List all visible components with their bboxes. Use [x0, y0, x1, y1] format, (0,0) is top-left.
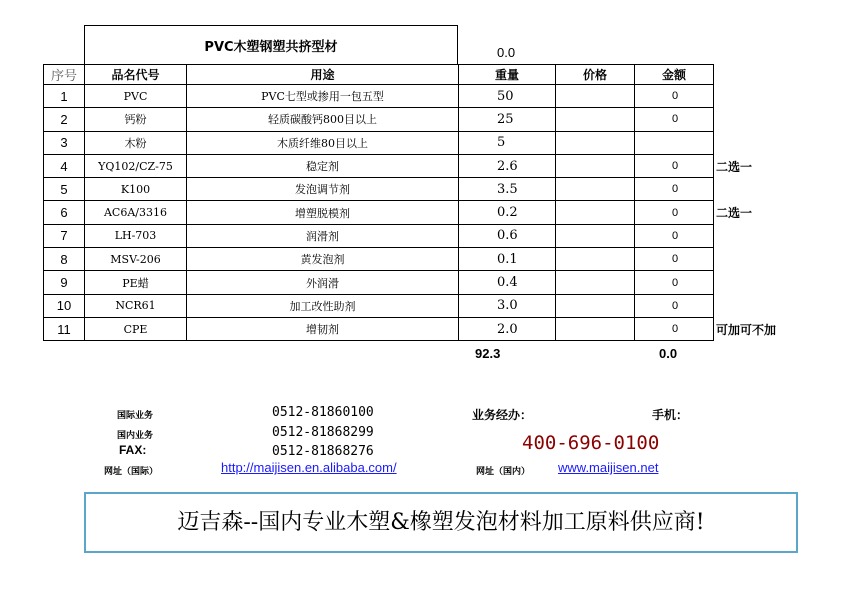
- row-amount: 0: [635, 271, 714, 294]
- row-amount: 0: [635, 154, 714, 177]
- row-use: 发泡调节剂: [187, 178, 459, 201]
- hotline-number: 400-696-0100: [522, 432, 660, 454]
- row-weight: 0.4: [459, 271, 556, 294]
- row-note: [714, 131, 804, 154]
- row-price: [556, 271, 635, 294]
- row-note: 可加可不加: [716, 322, 777, 337]
- row-code: YQ102/CZ-75: [85, 154, 187, 177]
- row-index: 6: [44, 201, 85, 224]
- row-index: 11: [44, 317, 85, 340]
- row-note: [714, 108, 804, 131]
- table-row: [44, 154, 804, 177]
- row-weight: 2.0: [459, 317, 556, 340]
- header-weight: 重量: [459, 65, 556, 85]
- row-price: [556, 108, 635, 131]
- row-index: 9: [44, 271, 85, 294]
- row-price: [556, 294, 635, 317]
- row-note: [714, 294, 804, 317]
- row-amount: 0: [635, 224, 714, 247]
- row-use: 稳定剂: [187, 154, 459, 177]
- intl-phone: 0512-81860100: [272, 405, 374, 420]
- mobile-label: 手机：: [652, 408, 689, 422]
- header-index: 序号: [44, 65, 85, 85]
- header-price: 价格: [556, 65, 635, 85]
- row-use: 轻质碳酸钙800目以上: [187, 108, 459, 131]
- row-index: 7: [44, 224, 85, 247]
- row-note: [714, 178, 804, 201]
- row-index: 4: [44, 154, 85, 177]
- domestic-phone: 0512-81868299: [272, 425, 374, 440]
- row-weight: 3.5: [459, 178, 556, 201]
- row-weight: 5: [459, 131, 556, 154]
- row-code: LH-703: [85, 224, 187, 247]
- table-row: [44, 85, 804, 108]
- row-amount: 0: [635, 85, 714, 108]
- row-use: 润滑剂: [187, 224, 459, 247]
- row-code: 钙粉: [85, 108, 187, 131]
- row-amount: 0: [635, 178, 714, 201]
- row-use: 增韧剂: [187, 317, 459, 340]
- row-weight: 2.6: [459, 154, 556, 177]
- row-code: NCR61: [85, 294, 187, 317]
- row-index: 3: [44, 131, 85, 154]
- table-row: [44, 248, 804, 271]
- header-code: 品名代号: [85, 65, 187, 85]
- sheet-title: PVC木塑钢塑共挤型材: [204, 40, 338, 55]
- row-price: [556, 154, 635, 177]
- row-weight: 25: [459, 108, 556, 131]
- row-use: 外润滑: [187, 271, 459, 294]
- row-use: 增塑脱模剂: [187, 201, 459, 224]
- top-total: 0.0: [497, 45, 516, 60]
- row-weight: 0.6: [459, 224, 556, 247]
- row-note: [714, 85, 804, 108]
- row-code: PVC: [85, 85, 187, 108]
- table-row: [44, 131, 804, 154]
- table-row: [44, 271, 804, 294]
- table-row: [44, 108, 804, 131]
- header-amount: 金额: [635, 65, 714, 85]
- row-weight: 0.2: [459, 201, 556, 224]
- intl-label: 国际业务: [117, 411, 154, 421]
- formula-table: [43, 64, 804, 341]
- row-code: AC6A/3316: [85, 201, 187, 224]
- row-index: 10: [44, 294, 85, 317]
- row-code: K100: [85, 178, 187, 201]
- row-code: CPE: [85, 317, 187, 340]
- row-amount: 0: [635, 201, 714, 224]
- total-weight: 92.3: [475, 346, 501, 361]
- domestic-label: 国内业务: [117, 431, 154, 441]
- row-index: 1: [44, 85, 85, 108]
- site-intl-link[interactable]: http://maijisen.en.alibaba.com/: [221, 460, 397, 475]
- row-amount: [635, 131, 714, 154]
- row-weight: 50: [459, 85, 556, 108]
- site-intl-label: 网址（国际）: [104, 467, 159, 477]
- table-row: [44, 317, 804, 340]
- slogan: 迈吉森--国内专业木塑&橡塑发泡材料加工原料供应商!: [177, 510, 705, 535]
- row-price: [556, 178, 635, 201]
- table-row: [44, 294, 804, 317]
- header-note-spacer: [714, 65, 804, 85]
- row-note: [714, 248, 804, 271]
- row-amount: 0: [635, 294, 714, 317]
- row-index: 8: [44, 248, 85, 271]
- row-price: [556, 248, 635, 271]
- row-note: 二选一: [716, 206, 753, 221]
- row-code: 木粉: [85, 131, 187, 154]
- row-index: 2: [44, 108, 85, 131]
- row-weight: 3.0: [459, 294, 556, 317]
- row-index: 5: [44, 178, 85, 201]
- total-amount: 0.0: [659, 346, 678, 361]
- table-row: [44, 201, 804, 224]
- table-row: [44, 224, 804, 247]
- row-note: 二选一: [716, 159, 753, 174]
- row-note: [714, 224, 804, 247]
- agent-label: 业务经办：: [472, 408, 533, 422]
- fax-number: 0512-81868276: [272, 444, 374, 459]
- row-amount: 0: [635, 317, 714, 340]
- header-use: 用途: [187, 65, 459, 85]
- fax-label: FAX:: [119, 443, 147, 457]
- row-code: PE蜡: [85, 271, 187, 294]
- row-amount: 0: [635, 248, 714, 271]
- row-use: 加工改性助剂: [187, 294, 459, 317]
- row-price: [556, 201, 635, 224]
- table-row: [44, 178, 804, 201]
- row-use: 黄发泡剂: [187, 248, 459, 271]
- site-cn-label: 网址（国内）: [476, 467, 531, 477]
- row-use: 木质纤维80目以上: [187, 131, 459, 154]
- row-price: [556, 224, 635, 247]
- header-row: [44, 65, 804, 85]
- row-weight: 0.1: [459, 248, 556, 271]
- row-price: [556, 317, 635, 340]
- row-use: PVC七型或掺用一包五型: [187, 85, 459, 108]
- row-code: MSV-206: [85, 248, 187, 271]
- row-price: [556, 85, 635, 108]
- site-cn-link[interactable]: www.maijisen.net: [558, 460, 659, 475]
- row-price: [556, 131, 635, 154]
- row-note: [714, 271, 804, 294]
- row-amount: 0: [635, 108, 714, 131]
